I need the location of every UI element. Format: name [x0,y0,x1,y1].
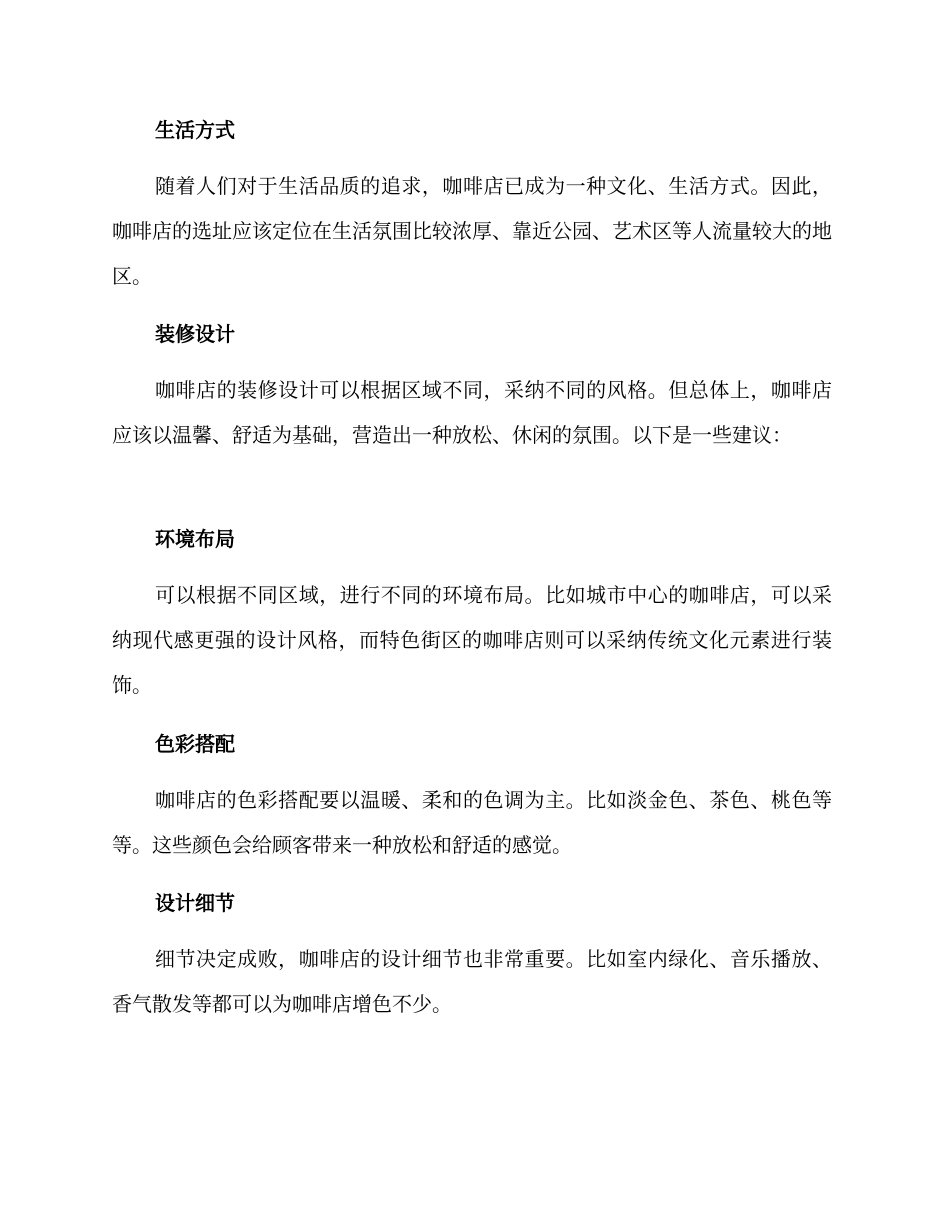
section-layout-body [112,573,832,708]
section-lifestyle [112,116,832,144]
section-heading: 生活方式 [155,118,235,142]
section-paragraph: 咖啡店的装修设计可以根据区域不同，采纳不同的风格。但总体上，咖啡店应该以温馨、舒适为基础，营造出一种放松、休闲的氛围。以下是一些建议： [112,378,832,447]
section-heading: 色彩搭配 [155,732,235,756]
section-decoration [112,320,832,348]
section-details-body [112,937,832,1027]
section-paragraph: 随着人们对于生活品质的追求，咖啡店已成为一种文化、生活方式。因此，咖啡店的选址应该定位在生活氛围比较浓厚、靠近公园、艺术区等人流量较大的地区。 [112,174,832,288]
section-paragraph: 可以根据不同区域，进行不同的环境布局。比如城市中心的咖啡店，可以采纳现代感更强的设计风格，而特色街区的咖啡店则可以采纳传统文化元素进行装饰。 [112,583,832,697]
section-decoration-body [112,368,832,458]
section-heading: 设计细节 [155,891,235,915]
section-heading: 环境布局 [155,527,235,551]
section-colors-body [112,778,832,868]
section-details [112,889,832,917]
section-paragraph: 咖啡店的色彩搭配要以温暖、柔和的色调为主。比如淡金色、茶色、桃色等等。这些颜色会给顾客带来一种放松和舒适的感觉。 [112,788,832,857]
section-lifestyle-body [112,164,832,299]
section-paragraph: 细节决定成败，咖啡店的设计细节也非常重要。比如室内绿化、音乐播放、香气散发等都可以为咖啡店增色不少。 [112,947,832,1016]
section-layout [112,525,832,553]
section-colors [112,730,832,758]
section-heading: 装修设计 [155,322,235,346]
